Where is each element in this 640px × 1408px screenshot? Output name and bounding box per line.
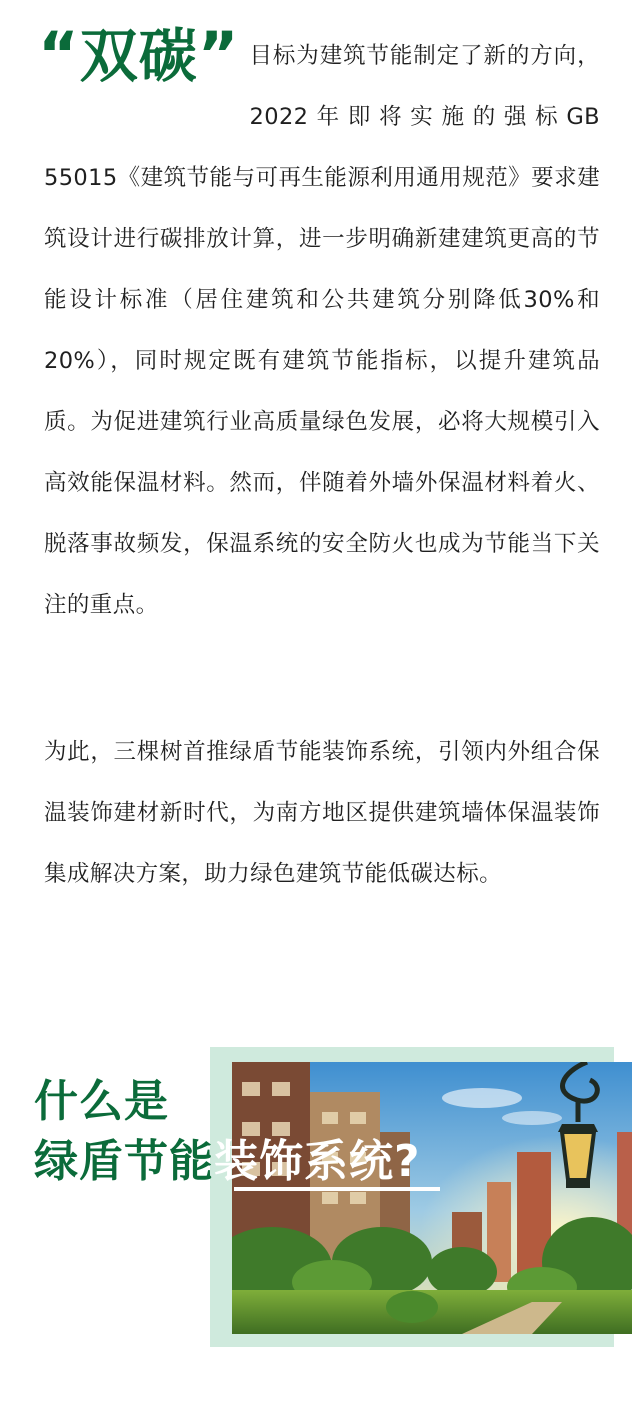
heading-line-1: 什么是 <box>34 1076 169 1127</box>
intro-paragraph <box>38 18 600 636</box>
section-heading <box>34 1072 421 1192</box>
heading-underline <box>234 1187 440 1191</box>
heading-line-2: 绿盾节能装饰系统? <box>34 1136 421 1187</box>
shuangtan-highlight: “双碳” <box>38 18 240 91</box>
intro-text: 目标为建筑节能制定了新的方向，2022年即将实施的强标GB 55015《建筑节能与可再生能源利用通用规范》要求建筑设计进行碳排放计算，进一步明确新建建筑更高的节能设计标准（居住建筑和公共建筑分别降低30%和20%），同时规定既有建筑节能指标，以提升建筑品质。为促进建筑行业高质量绿色发展，必将大规模引入高效能保温材料。然而，伴随着外墙外保温材料着火、脱落事故频发，保温系统的安全防火也成为节能当下关注的重点。 <box>44 43 600 618</box>
solution-paragraph: 为此，三棵树首推绿盾节能装饰系统，引领内外组合保温装饰建材新时代，为南方地区提供建筑墙体保温装饰集成解决方案，助力绿色建筑节能低碳达标。 <box>44 739 600 887</box>
